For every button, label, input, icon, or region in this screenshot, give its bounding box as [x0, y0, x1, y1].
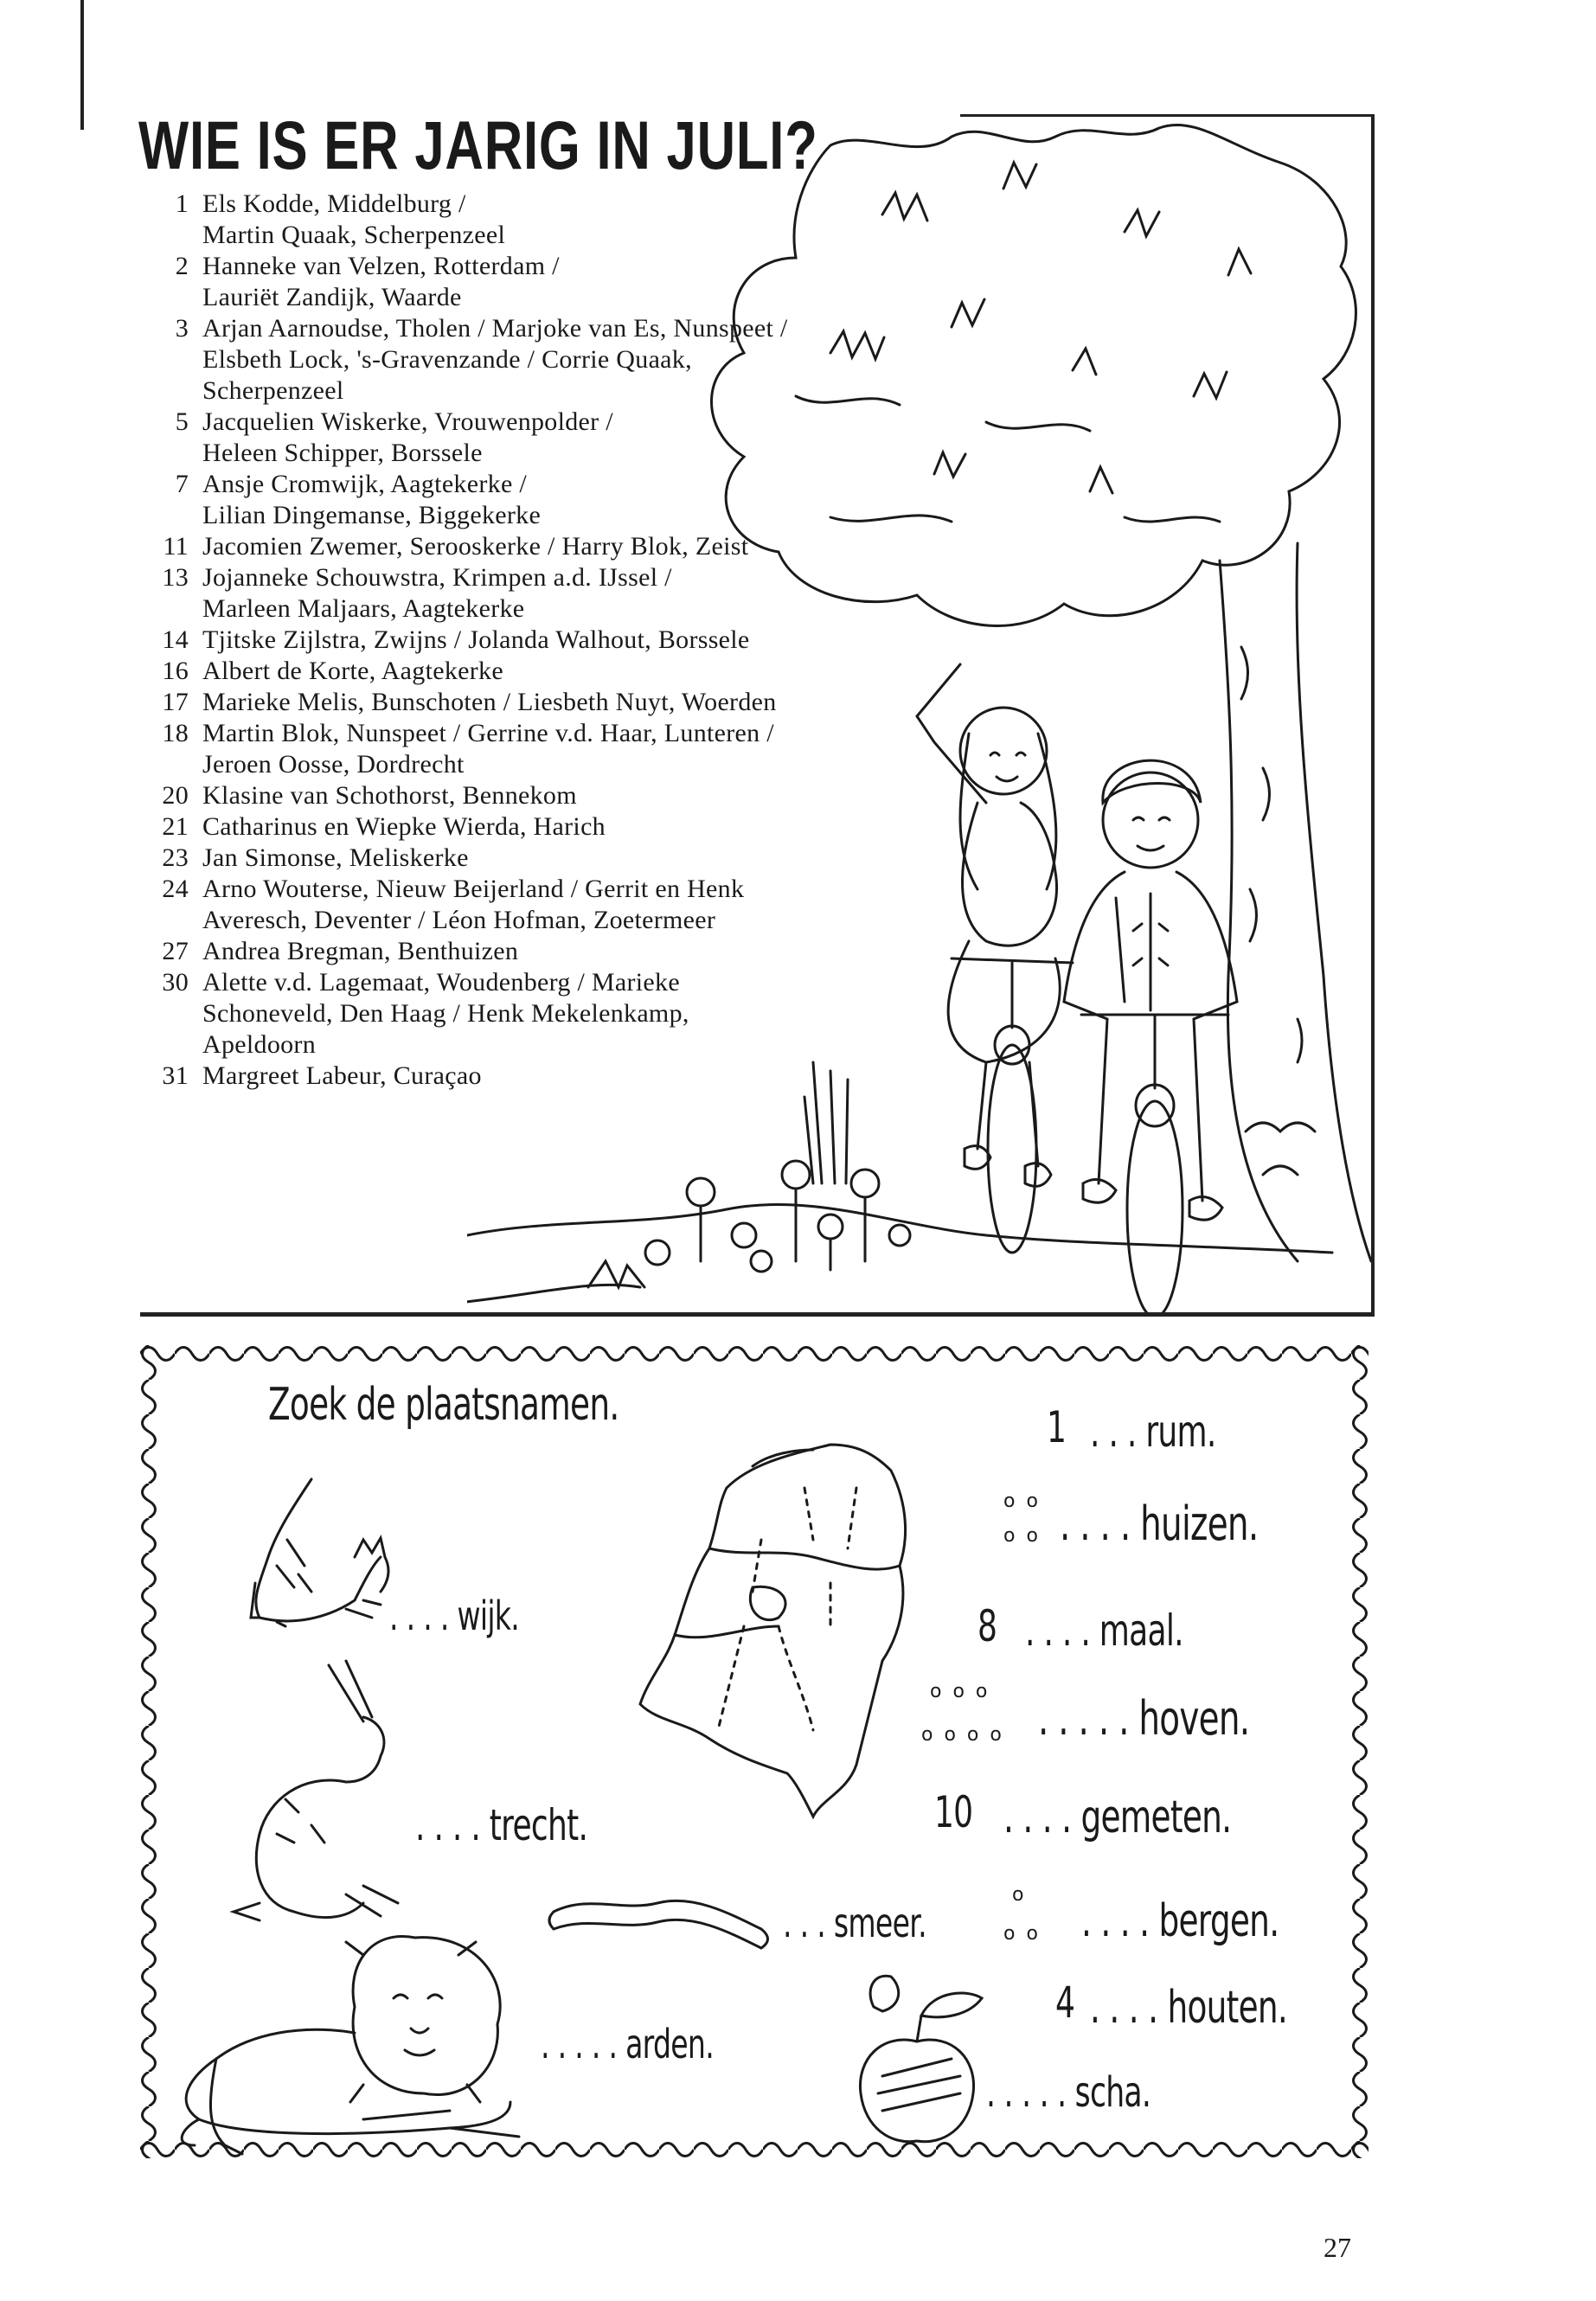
birthday-name-line: Tjitske Zijlstra, Zwijns / Jolanda Walhout, Borssele [202, 625, 750, 654]
clue-maal-prefix: 8 [977, 1601, 997, 1651]
birthday-name-line: Jan Simonse, Meliskerke [202, 843, 469, 872]
clue-gemeten: . . . . gemeten. [1003, 1791, 1232, 1843]
birthday-name-line: Jacquelien Wiskerke, Vrouwenpolder / [202, 407, 613, 436]
birthday-name-line: Martin Blok, Nunspeet / Gerrine v.d. Haar, Lunteren / [202, 719, 774, 747]
dots-bergen-top: o [1012, 1884, 1027, 1906]
clue-rum-prefix: 1 [1047, 1402, 1067, 1452]
clue-gemeten-prefix: 10 [934, 1787, 973, 1837]
birthday-day: 20 [162, 781, 189, 810]
birthday-name-line: Heleen Schipper, Borssele [202, 439, 483, 467]
birthday-name-line: Hanneke van Velzen, Rotterdam / [202, 252, 560, 280]
dots-huizen-bottom: o o [1003, 1525, 1041, 1547]
birthday-name-line: Andrea Bregman, Benthuizen [202, 937, 519, 965]
birthday-name-line: Jacomien Zwemer, Serooskerke / Harry Blok, Zeist [202, 532, 749, 561]
birthday-day: 1 [175, 189, 189, 218]
birthday-name-line: Arno Wouterse, Nieuw Beijerland / Gerrit en Henk [202, 875, 745, 903]
birthday-day: 31 [162, 1061, 189, 1090]
clue-houten-prefix: 4 [1055, 1977, 1075, 2028]
birthday-name-line: Martin Quaak, Scherpenzeel [202, 221, 506, 249]
clue-apple: . . . . . scha. [986, 2068, 1151, 2117]
clue-rum: . . . rum. [1090, 1407, 1216, 1457]
lion-drawing [182, 1936, 519, 2154]
birthday-name-line: Schoneveld, Den Haag / Henk Mekelenkamp, [202, 999, 689, 1028]
birthday-name-line: Marieke Melis, Bunschoten / Liesbeth Nuyt, Woerden [202, 688, 777, 716]
birthday-day: 7 [175, 470, 189, 498]
birthday-day: 24 [162, 875, 189, 903]
birthday-day: 21 [162, 812, 189, 841]
birthday-name-line: Jojanneke Schouwstra, Krimpen a.d. IJssel / [202, 563, 672, 592]
clue-houten: . . . . houten. [1090, 1982, 1288, 2034]
birthday-name-line: Margreet Labeur, Curaçao [202, 1061, 482, 1090]
birthday-name-line: Averesch, Deventer / Léon Hofman, Zoetermeer [202, 906, 716, 934]
birthday-name-line: Lilian Dingemanse, Biggekerke [202, 501, 542, 529]
birthday-name-line: Apeldoorn [202, 1030, 317, 1059]
birthday-name-line: Els Kodde, Middelburg / [202, 189, 466, 218]
birthday-day: 14 [162, 625, 189, 654]
birthday-day: 23 [162, 843, 189, 872]
birthday-day: 2 [175, 252, 189, 280]
clue-huizen: . . . . huizen. [1060, 1497, 1259, 1551]
birthday-name-line: Klasine van Schothorst, Bennekom [202, 781, 577, 810]
birthday-name-line: Albert de Korte, Aagtekerke [202, 657, 503, 685]
netherlands-map-drawing [640, 1445, 906, 1817]
hare-drawing [234, 1661, 398, 1920]
birthday-day: 5 [175, 407, 189, 436]
page-number: 27 [1324, 2232, 1351, 2263]
birthday-name-line: Arjan Aarnoudse, Tholen / Marjoke van Es, Nunspeet / [202, 314, 788, 343]
puzzle-title: Zoek de plaatsnamen. [268, 1379, 619, 1431]
dots-hoven-bottom: o o o o [921, 1724, 1004, 1746]
dots-hoven-top: o o o [930, 1681, 990, 1702]
birthday-day: 11 [163, 532, 189, 561]
clue-lion: . . . . . arden. [541, 2021, 715, 2067]
dots-bergen-bottom: o o [1003, 1923, 1041, 1945]
clue-maal: . . . . maal. [1025, 1606, 1183, 1656]
birthday-day: 3 [175, 314, 189, 343]
birthday-day: 30 [162, 968, 189, 997]
birthday-name-line: Alette v.d. Lagemaat, Woudenberg / Marieke [202, 968, 680, 997]
birthday-day: 18 [162, 719, 189, 747]
page-title: WIE IS ER JARIG IN JULI? [138, 106, 818, 183]
dots-huizen-top: o o [1003, 1490, 1041, 1512]
apple-drawing [860, 1976, 982, 2142]
birthday-name-line: Lauriët Zandijk, Waarde [202, 283, 462, 311]
clue-worm: . . . smeer. [783, 1900, 926, 1946]
birthday-day: 17 [162, 688, 189, 716]
birthday-name-line: Catharinus en Wiepke Wierda, Harich [202, 812, 606, 841]
birthday-name-line: Elsbeth Lock, 's-Gravenzande / Corrie Quaak, [202, 345, 692, 374]
clue-bergen: . . . . bergen. [1081, 1895, 1279, 1947]
birthday-name-line: Jeroen Oosse, Dordrecht [202, 750, 465, 779]
birthday-name-line: Marleen Maljaars, Aagtekerke [202, 594, 525, 623]
clue-hoven: . . . . . hoven. [1038, 1691, 1250, 1746]
birthday-name-line: Ansje Cromwijk, Aagtekerke / [202, 470, 527, 498]
birthday-name-line: Scherpenzeel [202, 376, 344, 405]
worm-drawing [549, 1900, 768, 1948]
cat-drawing [251, 1479, 388, 1626]
birthday-day: 27 [162, 937, 189, 965]
clue-hare: . . . . trecht. [415, 1800, 588, 1850]
birthday-day: 13 [162, 563, 189, 592]
birthday-day: 16 [162, 657, 189, 685]
clue-cat: . . . . wijk. [389, 1593, 520, 1639]
